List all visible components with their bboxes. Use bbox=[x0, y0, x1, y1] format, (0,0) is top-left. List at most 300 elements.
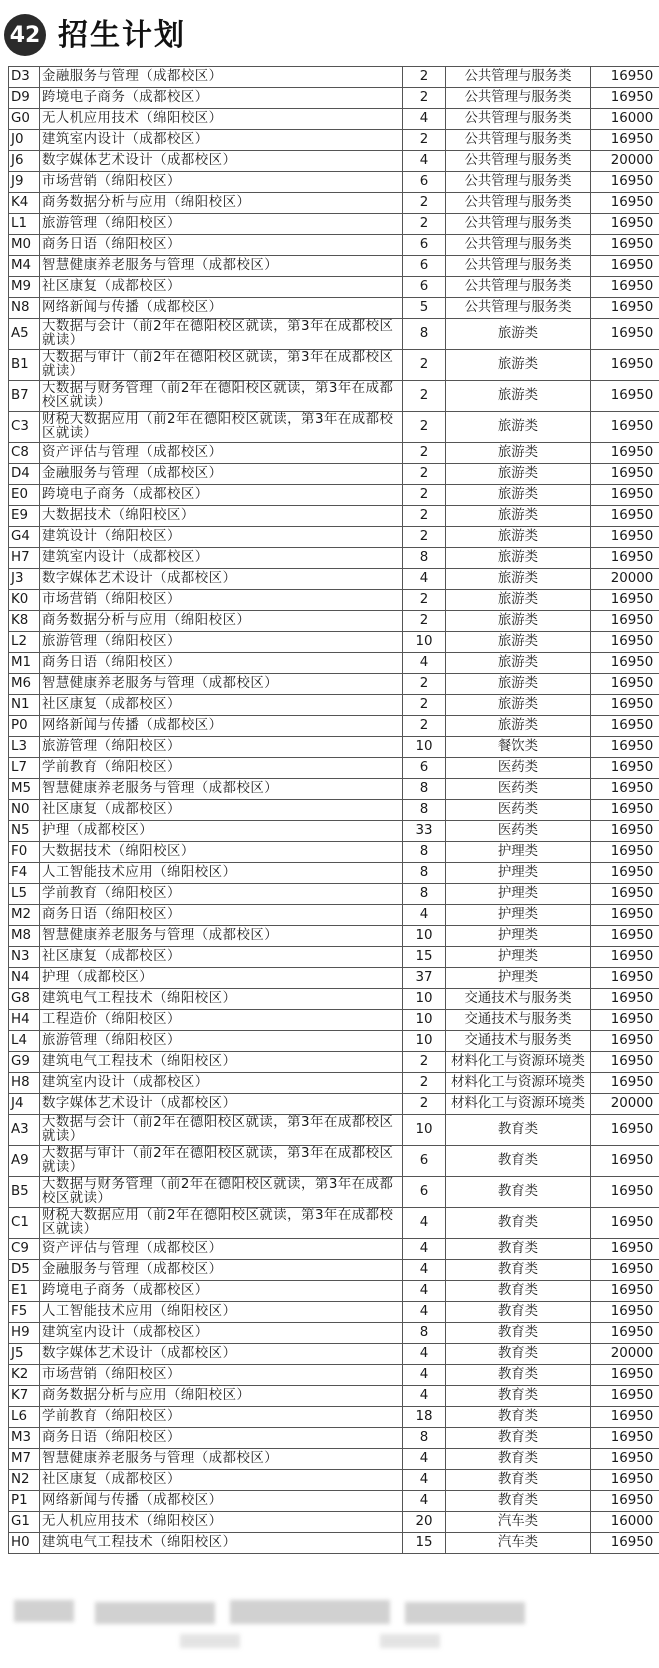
category-cell: 汽车类 bbox=[446, 1512, 591, 1533]
table-row bbox=[9, 800, 659, 821]
category-cell: 旅游类 bbox=[446, 653, 591, 674]
major-name-cell: 商务日语（绵阳校区） bbox=[40, 235, 403, 256]
major-code-cell: M0 bbox=[9, 235, 40, 256]
table-row bbox=[9, 1428, 659, 1449]
major-name-cell: 金融服务与管理（成都校区） bbox=[40, 1260, 403, 1281]
category-cell: 交通技术与服务类 bbox=[446, 989, 591, 1010]
table-row bbox=[9, 1073, 659, 1094]
table-row bbox=[9, 674, 659, 695]
major-code-cell: C9 bbox=[9, 1239, 40, 1260]
major-name-cell: 学前教育（绵阳校区） bbox=[40, 1407, 403, 1428]
category-cell: 公共管理与服务类 bbox=[446, 88, 591, 109]
major-name-cell: 工程造价（绵阳校区） bbox=[40, 1010, 403, 1031]
table-row bbox=[9, 172, 659, 193]
table-row bbox=[9, 1386, 659, 1407]
tuition-fee-cell: 16950 bbox=[591, 1470, 659, 1491]
table-row bbox=[9, 611, 659, 632]
tuition-fee-cell: 20000 bbox=[591, 151, 659, 172]
plan-count-cell: 8 bbox=[403, 800, 446, 821]
plan-count-cell: 2 bbox=[403, 485, 446, 506]
major-code-cell: F0 bbox=[9, 842, 40, 863]
tuition-fee-cell: 16950 bbox=[591, 88, 659, 109]
category-cell: 教育类 bbox=[446, 1115, 591, 1146]
tuition-fee-cell: 16950 bbox=[591, 632, 659, 653]
enrollment-plan-table bbox=[8, 66, 659, 1554]
major-name-cell: 人工智能技术应用（绵阳校区） bbox=[40, 863, 403, 884]
major-code-cell: K7 bbox=[9, 1386, 40, 1407]
plan-count-cell: 4 bbox=[403, 1239, 446, 1260]
major-code-cell: D3 bbox=[9, 67, 40, 88]
major-name-cell: 建筑室内设计（成都校区） bbox=[40, 130, 403, 151]
tuition-fee-cell: 16950 bbox=[591, 905, 659, 926]
plan-count-cell: 4 bbox=[403, 1281, 446, 1302]
category-cell: 教育类 bbox=[446, 1365, 591, 1386]
table-row bbox=[9, 109, 659, 130]
major-name-cell: 建筑电气工程技术（绵阳校区） bbox=[40, 989, 403, 1010]
category-cell: 教育类 bbox=[446, 1260, 591, 1281]
category-cell: 材料化工与资源环境类 bbox=[446, 1073, 591, 1094]
major-code-cell: M6 bbox=[9, 674, 40, 695]
table-row bbox=[9, 319, 659, 350]
plan-count-cell: 4 bbox=[403, 569, 446, 590]
major-name-cell: 财税大数据应用（前2年在德阳校区就读，第3年在成都校区就读） bbox=[40, 412, 403, 443]
tuition-fee-cell: 16950 bbox=[591, 256, 659, 277]
major-name-cell: 智慧健康养老服务与管理（成都校区） bbox=[40, 926, 403, 947]
plan-count-cell: 8 bbox=[403, 548, 446, 569]
plan-count-cell: 6 bbox=[403, 1177, 446, 1208]
plan-count-cell: 33 bbox=[403, 821, 446, 842]
tuition-fee-cell: 16000 bbox=[591, 109, 659, 130]
table-row bbox=[9, 235, 659, 256]
major-code-cell: G9 bbox=[9, 1052, 40, 1073]
table-row bbox=[9, 464, 659, 485]
tuition-fee-cell: 16950 bbox=[591, 464, 659, 485]
table-row bbox=[9, 905, 659, 926]
plan-count-cell: 8 bbox=[403, 842, 446, 863]
major-name-cell: 智慧健康养老服务与管理（成都校区） bbox=[40, 674, 403, 695]
tuition-fee-cell: 16950 bbox=[591, 758, 659, 779]
category-cell: 教育类 bbox=[446, 1428, 591, 1449]
category-cell: 教育类 bbox=[446, 1281, 591, 1302]
major-code-cell: G8 bbox=[9, 989, 40, 1010]
category-cell: 公共管理与服务类 bbox=[446, 235, 591, 256]
tuition-fee-cell: 16950 bbox=[591, 548, 659, 569]
plan-count-cell: 4 bbox=[403, 1386, 446, 1407]
category-cell: 公共管理与服务类 bbox=[446, 214, 591, 235]
major-code-cell: M3 bbox=[9, 1428, 40, 1449]
tuition-fee-cell: 20000 bbox=[591, 1094, 659, 1115]
major-name-cell: 商务日语（绵阳校区） bbox=[40, 905, 403, 926]
table-row bbox=[9, 1344, 659, 1365]
category-cell: 交通技术与服务类 bbox=[446, 1031, 591, 1052]
plan-count-cell: 8 bbox=[403, 779, 446, 800]
major-code-cell: L7 bbox=[9, 758, 40, 779]
category-cell: 旅游类 bbox=[446, 464, 591, 485]
enrollment-plan-body bbox=[9, 67, 659, 1554]
major-code-cell: N3 bbox=[9, 947, 40, 968]
major-name-cell: 商务数据分析与应用（绵阳校区） bbox=[40, 1386, 403, 1407]
table-row bbox=[9, 1094, 659, 1115]
major-code-cell: J9 bbox=[9, 172, 40, 193]
tuition-fee-cell: 16950 bbox=[591, 1407, 659, 1428]
tuition-fee-cell: 16950 bbox=[591, 968, 659, 989]
plan-count-cell: 6 bbox=[403, 277, 446, 298]
tuition-fee-cell: 16950 bbox=[591, 653, 659, 674]
category-cell: 护理类 bbox=[446, 884, 591, 905]
category-cell: 教育类 bbox=[446, 1344, 591, 1365]
plan-count-cell: 4 bbox=[403, 1260, 446, 1281]
major-code-cell: B7 bbox=[9, 381, 40, 412]
tuition-fee-cell: 16950 bbox=[591, 926, 659, 947]
table-row bbox=[9, 412, 659, 443]
major-code-cell: J0 bbox=[9, 130, 40, 151]
tuition-fee-cell: 16950 bbox=[591, 947, 659, 968]
category-cell: 公共管理与服务类 bbox=[446, 277, 591, 298]
major-name-cell: 建筑室内设计（成都校区） bbox=[40, 548, 403, 569]
major-code-cell: N0 bbox=[9, 800, 40, 821]
category-cell: 教育类 bbox=[446, 1323, 591, 1344]
major-code-cell: P0 bbox=[9, 716, 40, 737]
major-name-cell: 数字媒体艺术设计（成都校区） bbox=[40, 1344, 403, 1365]
table-row bbox=[9, 590, 659, 611]
tuition-fee-cell: 16950 bbox=[591, 527, 659, 548]
major-name-cell: 人工智能技术应用（绵阳校区） bbox=[40, 1302, 403, 1323]
plan-count-cell: 4 bbox=[403, 1491, 446, 1512]
tuition-fee-cell: 16950 bbox=[591, 674, 659, 695]
tuition-fee-cell: 16950 bbox=[591, 1449, 659, 1470]
tuition-fee-cell: 16950 bbox=[591, 350, 659, 381]
major-code-cell: M4 bbox=[9, 256, 40, 277]
table-row bbox=[9, 1449, 659, 1470]
major-code-cell: A5 bbox=[9, 319, 40, 350]
major-name-cell: 建筑室内设计（成都校区） bbox=[40, 1323, 403, 1344]
plan-count-cell: 4 bbox=[403, 151, 446, 172]
plan-count-cell: 4 bbox=[403, 109, 446, 130]
plan-count-cell: 6 bbox=[403, 172, 446, 193]
major-code-cell: E1 bbox=[9, 1281, 40, 1302]
tuition-fee-cell: 16950 bbox=[591, 695, 659, 716]
major-code-cell: K0 bbox=[9, 590, 40, 611]
major-code-cell: M1 bbox=[9, 653, 40, 674]
major-code-cell: N4 bbox=[9, 968, 40, 989]
plan-count-cell: 2 bbox=[403, 695, 446, 716]
tuition-fee-cell: 16950 bbox=[591, 1428, 659, 1449]
table-row bbox=[9, 1407, 659, 1428]
category-cell: 材料化工与资源环境类 bbox=[446, 1052, 591, 1073]
plan-count-cell: 2 bbox=[403, 527, 446, 548]
major-code-cell: C8 bbox=[9, 443, 40, 464]
category-cell: 公共管理与服务类 bbox=[446, 172, 591, 193]
tuition-fee-cell: 16950 bbox=[591, 1302, 659, 1323]
tuition-fee-cell: 16950 bbox=[591, 1365, 659, 1386]
plan-count-cell: 6 bbox=[403, 256, 446, 277]
tuition-fee-cell: 16950 bbox=[591, 1146, 659, 1177]
table-row bbox=[9, 947, 659, 968]
category-cell: 旅游类 bbox=[446, 485, 591, 506]
tuition-fee-cell: 16950 bbox=[591, 863, 659, 884]
table-row bbox=[9, 277, 659, 298]
major-name-cell: 网络新闻与传播（成都校区） bbox=[40, 716, 403, 737]
major-name-cell: 资产评估与管理（成都校区） bbox=[40, 1239, 403, 1260]
table-row bbox=[9, 527, 659, 548]
table-row bbox=[9, 381, 659, 412]
major-code-cell: J4 bbox=[9, 1094, 40, 1115]
major-name-cell: 大数据技术（绵阳校区） bbox=[40, 842, 403, 863]
major-code-cell: F4 bbox=[9, 863, 40, 884]
plan-count-cell: 4 bbox=[403, 1302, 446, 1323]
category-cell: 旅游类 bbox=[446, 716, 591, 737]
plan-count-cell: 2 bbox=[403, 1094, 446, 1115]
plan-count-cell: 2 bbox=[403, 214, 446, 235]
table-row bbox=[9, 695, 659, 716]
tuition-fee-cell: 16950 bbox=[591, 800, 659, 821]
table-row bbox=[9, 67, 659, 88]
page-header bbox=[0, 0, 659, 58]
category-cell: 教育类 bbox=[446, 1449, 591, 1470]
major-name-cell: 智慧健康养老服务与管理（成都校区） bbox=[40, 779, 403, 800]
plan-count-cell: 8 bbox=[403, 319, 446, 350]
major-code-cell: J5 bbox=[9, 1344, 40, 1365]
table-row bbox=[9, 716, 659, 737]
major-name-cell: 金融服务与管理（成都校区） bbox=[40, 464, 403, 485]
category-cell: 公共管理与服务类 bbox=[446, 67, 591, 88]
tuition-fee-cell: 20000 bbox=[591, 1344, 659, 1365]
tuition-fee-cell: 16950 bbox=[591, 193, 659, 214]
plan-count-cell: 2 bbox=[403, 1052, 446, 1073]
table-row bbox=[9, 298, 659, 319]
table-row bbox=[9, 548, 659, 569]
tuition-fee-cell: 16950 bbox=[591, 1073, 659, 1094]
tuition-fee-cell: 16950 bbox=[591, 130, 659, 151]
table-row bbox=[9, 758, 659, 779]
category-cell: 公共管理与服务类 bbox=[446, 298, 591, 319]
plan-count-cell: 2 bbox=[403, 381, 446, 412]
tuition-fee-cell: 16950 bbox=[591, 319, 659, 350]
category-cell: 公共管理与服务类 bbox=[446, 109, 591, 130]
category-cell: 公共管理与服务类 bbox=[446, 193, 591, 214]
tuition-fee-cell: 16950 bbox=[591, 1177, 659, 1208]
tuition-fee-cell: 16950 bbox=[591, 1208, 659, 1239]
major-name-cell: 资产评估与管理（成都校区） bbox=[40, 443, 403, 464]
plan-count-cell: 20 bbox=[403, 1512, 446, 1533]
category-cell: 医药类 bbox=[446, 758, 591, 779]
major-code-cell: M7 bbox=[9, 1449, 40, 1470]
tuition-fee-cell: 16950 bbox=[591, 1260, 659, 1281]
plan-count-cell: 2 bbox=[403, 350, 446, 381]
plan-count-cell: 4 bbox=[403, 1470, 446, 1491]
table-row bbox=[9, 1512, 659, 1533]
tuition-fee-cell: 16950 bbox=[591, 1010, 659, 1031]
plan-count-cell: 2 bbox=[403, 611, 446, 632]
category-cell: 护理类 bbox=[446, 947, 591, 968]
major-code-cell: C3 bbox=[9, 412, 40, 443]
category-cell: 旅游类 bbox=[446, 695, 591, 716]
table-row bbox=[9, 842, 659, 863]
plan-count-cell: 2 bbox=[403, 412, 446, 443]
category-cell: 旅游类 bbox=[446, 674, 591, 695]
major-name-cell: 建筑室内设计（成都校区） bbox=[40, 1073, 403, 1094]
major-name-cell: 旅游管理（绵阳校区） bbox=[40, 632, 403, 653]
major-name-cell: 市场营销（绵阳校区） bbox=[40, 172, 403, 193]
major-code-cell: M5 bbox=[9, 779, 40, 800]
plan-count-cell: 6 bbox=[403, 1146, 446, 1177]
major-code-cell: N1 bbox=[9, 695, 40, 716]
major-code-cell: G0 bbox=[9, 109, 40, 130]
tuition-fee-cell: 16950 bbox=[591, 235, 659, 256]
major-code-cell: B5 bbox=[9, 1177, 40, 1208]
major-code-cell: H0 bbox=[9, 1533, 40, 1554]
category-cell: 旅游类 bbox=[446, 611, 591, 632]
major-name-cell: 大数据与会计（前2年在德阳校区就读，第3年在成都校区就读） bbox=[40, 1115, 403, 1146]
plan-count-cell: 8 bbox=[403, 1323, 446, 1344]
major-name-cell: 大数据与财务管理（前2年在德阳校区就读，第3年在成都校区就读） bbox=[40, 381, 403, 412]
plan-count-cell: 4 bbox=[403, 1344, 446, 1365]
major-code-cell: H7 bbox=[9, 548, 40, 569]
plan-count-cell: 37 bbox=[403, 968, 446, 989]
plan-count-cell: 2 bbox=[403, 590, 446, 611]
table-row bbox=[9, 350, 659, 381]
blurred-footer bbox=[0, 1588, 659, 1668]
tuition-fee-cell: 16950 bbox=[591, 1031, 659, 1052]
major-name-cell: 商务日语（绵阳校区） bbox=[40, 1428, 403, 1449]
major-name-cell: 社区康复（成都校区） bbox=[40, 947, 403, 968]
major-code-cell: M9 bbox=[9, 277, 40, 298]
table-row bbox=[9, 884, 659, 905]
major-name-cell: 无人机应用技术（绵阳校区） bbox=[40, 109, 403, 130]
major-name-cell: 建筑设计（绵阳校区） bbox=[40, 527, 403, 548]
major-name-cell: 数字媒体艺术设计（成都校区） bbox=[40, 569, 403, 590]
major-code-cell: L6 bbox=[9, 1407, 40, 1428]
major-name-cell: 学前教育（绵阳校区） bbox=[40, 758, 403, 779]
category-cell: 公共管理与服务类 bbox=[446, 151, 591, 172]
tuition-fee-cell: 16000 bbox=[591, 1512, 659, 1533]
table-row bbox=[9, 151, 659, 172]
plan-count-cell: 10 bbox=[403, 1010, 446, 1031]
category-cell: 教育类 bbox=[446, 1177, 591, 1208]
category-cell: 餐饮类 bbox=[446, 737, 591, 758]
major-name-cell: 建筑电气工程技术（绵阳校区） bbox=[40, 1052, 403, 1073]
tuition-fee-cell: 16950 bbox=[591, 1533, 659, 1554]
table-row bbox=[9, 1260, 659, 1281]
table-row bbox=[9, 926, 659, 947]
tuition-fee-cell: 16950 bbox=[591, 214, 659, 235]
tuition-fee-cell: 16950 bbox=[591, 67, 659, 88]
plan-count-cell: 8 bbox=[403, 1428, 446, 1449]
tuition-fee-cell: 16950 bbox=[591, 172, 659, 193]
plan-count-cell: 4 bbox=[403, 1449, 446, 1470]
table-row bbox=[9, 1281, 659, 1302]
major-code-cell: A3 bbox=[9, 1115, 40, 1146]
plan-count-cell: 2 bbox=[403, 67, 446, 88]
table-row bbox=[9, 130, 659, 151]
plan-count-cell: 10 bbox=[403, 737, 446, 758]
major-code-cell: K8 bbox=[9, 611, 40, 632]
major-name-cell: 数字媒体艺术设计（成都校区） bbox=[40, 151, 403, 172]
plan-count-cell: 2 bbox=[403, 716, 446, 737]
plan-count-cell: 15 bbox=[403, 1533, 446, 1554]
major-code-cell: N8 bbox=[9, 298, 40, 319]
plan-count-cell: 2 bbox=[403, 1073, 446, 1094]
table-row bbox=[9, 989, 659, 1010]
tuition-fee-cell: 16950 bbox=[591, 1239, 659, 1260]
plan-count-cell: 2 bbox=[403, 88, 446, 109]
major-name-cell: 护理（成都校区） bbox=[40, 968, 403, 989]
tuition-fee-cell: 16950 bbox=[591, 1386, 659, 1407]
major-name-cell: 智慧健康养老服务与管理（成都校区） bbox=[40, 1449, 403, 1470]
table-row bbox=[9, 968, 659, 989]
category-cell: 公共管理与服务类 bbox=[446, 130, 591, 151]
category-cell: 护理类 bbox=[446, 926, 591, 947]
tuition-fee-cell: 16950 bbox=[591, 884, 659, 905]
table-row bbox=[9, 653, 659, 674]
major-code-cell: J6 bbox=[9, 151, 40, 172]
plan-count-cell: 2 bbox=[403, 464, 446, 485]
enrollment-plan-table-wrapper bbox=[8, 66, 654, 1554]
plan-count-cell: 4 bbox=[403, 905, 446, 926]
tuition-fee-cell: 16950 bbox=[591, 1115, 659, 1146]
tuition-fee-cell: 16950 bbox=[591, 842, 659, 863]
tuition-fee-cell: 20000 bbox=[591, 569, 659, 590]
plan-count-cell: 4 bbox=[403, 1365, 446, 1386]
table-row bbox=[9, 485, 659, 506]
category-cell: 旅游类 bbox=[446, 569, 591, 590]
major-code-cell: K2 bbox=[9, 1365, 40, 1386]
table-row bbox=[9, 1470, 659, 1491]
major-name-cell: 无人机应用技术（绵阳校区） bbox=[40, 1512, 403, 1533]
category-cell: 旅游类 bbox=[446, 590, 591, 611]
tuition-fee-cell: 16950 bbox=[591, 1323, 659, 1344]
major-code-cell: N2 bbox=[9, 1470, 40, 1491]
category-cell: 护理类 bbox=[446, 905, 591, 926]
table-row bbox=[9, 1302, 659, 1323]
major-name-cell: 大数据与会计（前2年在德阳校区就读，第3年在成都校区就读） bbox=[40, 319, 403, 350]
plan-count-cell: 8 bbox=[403, 884, 446, 905]
plan-count-cell: 2 bbox=[403, 443, 446, 464]
category-cell: 教育类 bbox=[446, 1146, 591, 1177]
category-cell: 旅游类 bbox=[446, 506, 591, 527]
tuition-fee-cell: 16950 bbox=[591, 1491, 659, 1512]
tuition-fee-cell: 16950 bbox=[591, 298, 659, 319]
major-name-cell: 社区康复（成都校区） bbox=[40, 1470, 403, 1491]
table-row bbox=[9, 1146, 659, 1177]
major-code-cell: C1 bbox=[9, 1208, 40, 1239]
major-code-cell: F5 bbox=[9, 1302, 40, 1323]
major-code-cell: E9 bbox=[9, 506, 40, 527]
plan-count-cell: 8 bbox=[403, 863, 446, 884]
major-name-cell: 建筑电气工程技术（绵阳校区） bbox=[40, 1533, 403, 1554]
tuition-fee-cell: 16950 bbox=[591, 485, 659, 506]
plan-count-cell: 4 bbox=[403, 1208, 446, 1239]
major-name-cell: 财税大数据应用（前2年在德阳校区就读，第3年在成都校区就读） bbox=[40, 1208, 403, 1239]
major-code-cell: N5 bbox=[9, 821, 40, 842]
page-number-badge: 42 bbox=[4, 14, 46, 56]
plan-count-cell: 6 bbox=[403, 235, 446, 256]
page-title: 招生计划 bbox=[58, 18, 186, 53]
category-cell: 交通技术与服务类 bbox=[446, 1010, 591, 1031]
major-name-cell: 大数据与审计（前2年在德阳校区就读，第3年在成都校区就读） bbox=[40, 350, 403, 381]
major-code-cell: L1 bbox=[9, 214, 40, 235]
major-name-cell: 大数据技术（绵阳校区） bbox=[40, 506, 403, 527]
table-row bbox=[9, 863, 659, 884]
category-cell: 护理类 bbox=[446, 842, 591, 863]
category-cell: 教育类 bbox=[446, 1407, 591, 1428]
major-code-cell: G1 bbox=[9, 1512, 40, 1533]
table-row bbox=[9, 1208, 659, 1239]
major-name-cell: 市场营销（绵阳校区） bbox=[40, 590, 403, 611]
table-row bbox=[9, 1239, 659, 1260]
category-cell: 医药类 bbox=[446, 779, 591, 800]
tuition-fee-cell: 16950 bbox=[591, 412, 659, 443]
